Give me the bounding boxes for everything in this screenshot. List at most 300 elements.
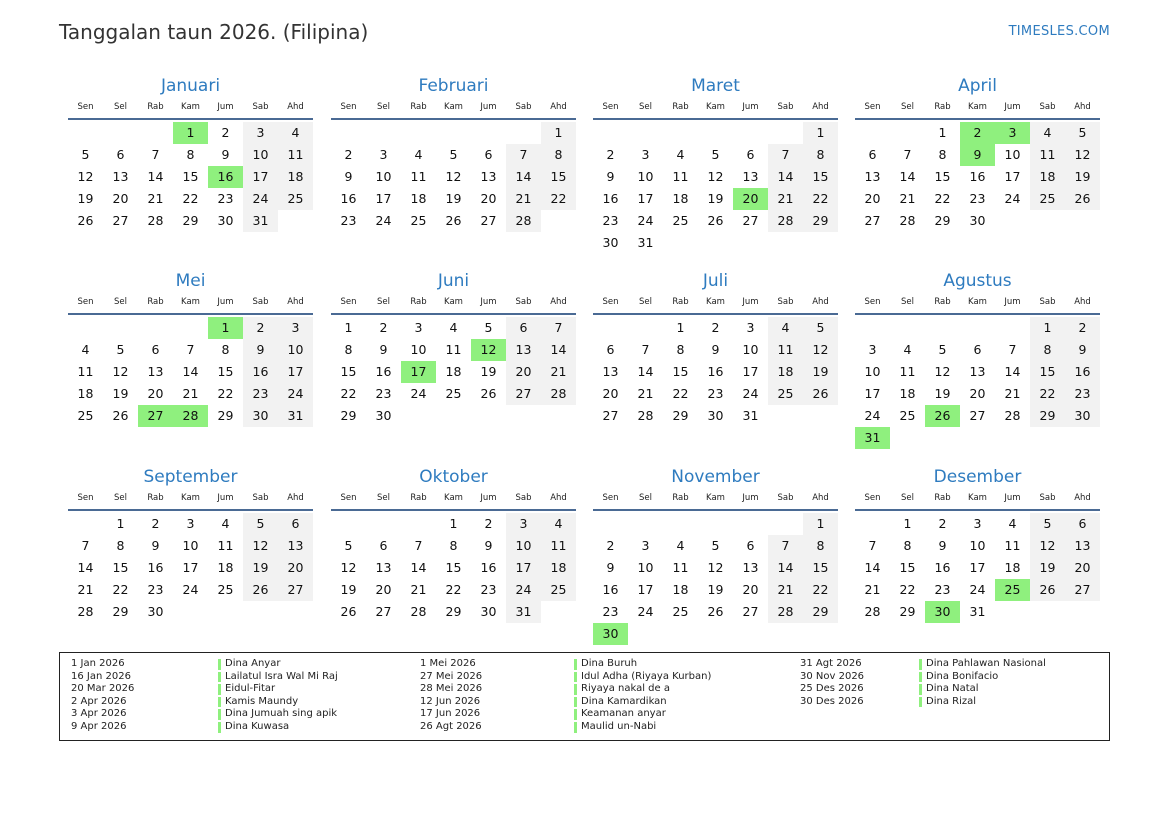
holiday-marker-icon <box>218 697 221 708</box>
day-cell: 1 <box>938 125 947 140</box>
legend-date: 30 Nov 2026 <box>800 670 865 682</box>
holiday-cell: 16 <box>208 166 243 188</box>
day-cell: 2 <box>151 516 160 531</box>
weekday-label: Ahd <box>1074 297 1091 307</box>
day-cell: 31 <box>506 601 541 623</box>
legend-holiday-name <box>218 708 337 721</box>
weekday-label: Sen <box>602 102 619 112</box>
holiday-marker-icon <box>218 684 221 695</box>
day-cell: 17 <box>864 386 881 401</box>
day-cell: 14 <box>899 169 916 184</box>
day-cell: 22 <box>182 191 199 206</box>
day-cell: 19 <box>1030 557 1065 579</box>
day-cell: 28 <box>77 604 94 619</box>
day-cell: 16 <box>147 560 164 575</box>
day-cell: 2 <box>1065 317 1100 339</box>
day-cell: 24 <box>243 188 278 210</box>
weekday-label: Sen <box>864 297 881 307</box>
holiday-cell: 26 <box>925 405 960 427</box>
day-cell: 11 <box>672 169 689 184</box>
day-cell: 24 <box>375 213 392 228</box>
day-cell: 23 <box>147 582 164 597</box>
month-november <box>593 466 838 645</box>
day-cell: 29 <box>217 408 234 423</box>
legend-holiday-label: Kamis Maundy <box>225 695 299 707</box>
legend-holiday-name <box>919 671 998 684</box>
day-cell: 17 <box>637 191 654 206</box>
day-cell: 23 <box>934 582 951 597</box>
day-cell: 12 <box>1030 535 1065 557</box>
day-cell: 28 <box>768 210 803 232</box>
day-cell: 11 <box>1004 538 1021 553</box>
day-cell: 19 <box>243 557 278 579</box>
holiday-marker-icon <box>218 722 221 733</box>
day-cell: 1 <box>903 516 912 531</box>
day-cell: 14 <box>637 364 654 379</box>
day-cell: 28 <box>541 383 576 405</box>
day-grid <box>855 513 1100 645</box>
weekday-label: Sel <box>901 297 914 307</box>
month-name: September <box>143 467 238 487</box>
day-cell: 12 <box>707 560 724 575</box>
day-cell: 1 <box>1030 317 1065 339</box>
day-cell: 5 <box>938 342 947 357</box>
weekday-label: Ahd <box>812 297 829 307</box>
month-name: Oktober <box>419 467 488 487</box>
weekday-label: Sab <box>1039 102 1056 112</box>
month-name: Mei <box>175 271 206 291</box>
day-cell: 18 <box>768 361 803 383</box>
day-cell: 1 <box>803 122 838 144</box>
day-cell: 2 <box>606 538 615 553</box>
weekday-label: Jum <box>480 102 497 112</box>
day-cell: 25 <box>541 579 576 601</box>
day-cell: 6 <box>151 342 160 357</box>
weekday-label: Sel <box>114 297 127 307</box>
weekday-header <box>593 491 838 511</box>
day-cell: 9 <box>379 342 388 357</box>
legend-date: 25 Des 2026 <box>800 683 864 695</box>
day-cell: 15 <box>1030 361 1065 383</box>
day-cell: 20 <box>969 386 986 401</box>
day-cell: 3 <box>641 538 650 553</box>
day-cell: 23 <box>243 383 278 405</box>
day-cell: 4 <box>278 122 313 144</box>
day-cell: 31 <box>243 210 278 232</box>
day-cell: 5 <box>484 320 493 335</box>
day-cell: 11 <box>77 364 94 379</box>
weekday-header <box>593 100 838 120</box>
day-cell: 12 <box>934 364 951 379</box>
weekday-label: Sen <box>864 493 881 503</box>
weekday-header <box>68 491 313 511</box>
day-grid <box>593 513 838 645</box>
month-name: November <box>671 467 760 487</box>
day-cell: 6 <box>973 342 982 357</box>
day-cell: 15 <box>672 364 689 379</box>
day-cell: 6 <box>1065 513 1100 535</box>
day-cell: 26 <box>445 213 462 228</box>
weekday-label: Sab <box>777 297 794 307</box>
day-cell: 13 <box>742 560 759 575</box>
holiday-marker-icon <box>218 659 221 670</box>
day-cell: 11 <box>541 535 576 557</box>
legend-date: 27 Mei 2026 <box>420 670 483 682</box>
day-cell: 9 <box>344 169 353 184</box>
weekday-label: Rab <box>672 297 689 307</box>
day-cell: 20 <box>112 191 129 206</box>
day-cell: 30 <box>243 405 278 427</box>
day-cell: 30 <box>1065 405 1100 427</box>
holiday-marker-icon <box>218 709 221 720</box>
legend-date: 2 Apr 2026 <box>71 695 127 707</box>
weekday-header <box>855 100 1100 120</box>
legend-holiday-name <box>218 721 289 734</box>
day-cell: 25 <box>899 408 916 423</box>
day-cell: 29 <box>445 604 462 619</box>
holiday-marker-icon <box>574 722 577 733</box>
day-cell: 20 <box>375 582 392 597</box>
weekday-label: Jum <box>480 493 497 503</box>
day-cell: 29 <box>803 601 838 623</box>
day-cell: 14 <box>864 560 881 575</box>
day-cell: 24 <box>506 579 541 601</box>
month-mei <box>68 270 313 449</box>
day-cell: 12 <box>445 169 462 184</box>
day-cell: 7 <box>81 538 90 553</box>
holiday-cell: 17 <box>401 361 436 383</box>
weekday-label: Rab <box>410 297 427 307</box>
day-cell: 18 <box>445 364 462 379</box>
day-cell: 31 <box>742 408 759 423</box>
legend-holiday-label: Dina Anyar <box>225 658 281 669</box>
day-cell: 16 <box>340 191 357 206</box>
day-cell: 10 <box>969 538 986 553</box>
day-cell: 4 <box>903 342 912 357</box>
legend-date: 16 Jan 2026 <box>71 670 131 682</box>
day-cell: 17 <box>637 582 654 597</box>
day-cell: 27 <box>864 213 881 228</box>
weekday-label: Ahd <box>1074 493 1091 503</box>
day-grid <box>68 513 313 645</box>
weekday-label: Sen <box>340 493 357 503</box>
day-cell: 6 <box>746 538 755 553</box>
day-cell: 13 <box>480 169 497 184</box>
day-cell: 2 <box>938 516 947 531</box>
weekday-label: Sen <box>77 493 94 503</box>
holiday-cell: 28 <box>173 405 208 427</box>
day-cell: 8 <box>344 342 353 357</box>
day-cell: 12 <box>707 169 724 184</box>
weekday-label: Sab <box>1039 493 1056 503</box>
weekday-label: Ahd <box>287 102 304 112</box>
day-cell: 14 <box>768 166 803 188</box>
day-cell: 16 <box>480 560 497 575</box>
day-cell: 5 <box>711 147 720 162</box>
day-cell: 16 <box>1065 361 1100 383</box>
day-cell: 23 <box>707 386 724 401</box>
weekday-header <box>593 295 838 315</box>
day-cell: 12 <box>77 169 94 184</box>
legend-holiday-label: Riyaya nakal de a <box>581 683 670 695</box>
weekday-label: Jum <box>217 493 234 503</box>
day-cell: 18 <box>217 560 234 575</box>
day-cell: 25 <box>77 408 94 423</box>
weekday-label: Kam <box>181 102 200 112</box>
day-cell: 27 <box>278 579 313 601</box>
weekday-label: Sab <box>1039 297 1056 307</box>
day-cell: 4 <box>676 147 685 162</box>
weekday-header <box>855 295 1100 315</box>
day-cell: 10 <box>864 364 881 379</box>
day-cell: 27 <box>742 213 759 228</box>
weekday-label: Rab <box>147 297 164 307</box>
day-cell: 3 <box>278 317 313 339</box>
day-cell: 30 <box>147 604 164 619</box>
day-cell: 16 <box>602 582 619 597</box>
day-cell: 15 <box>803 557 838 579</box>
day-cell: 2 <box>243 317 278 339</box>
day-cell: 20 <box>147 386 164 401</box>
day-cell: 13 <box>969 364 986 379</box>
holiday-cell: 1 <box>208 317 243 339</box>
weekday-label: Ahd <box>550 102 567 112</box>
day-cell: 18 <box>672 582 689 597</box>
day-cell: 21 <box>637 386 654 401</box>
day-cell: 29 <box>672 408 689 423</box>
day-cell: 5 <box>711 538 720 553</box>
day-cell: 21 <box>182 386 199 401</box>
legend-holiday-label: Keamanan anyar <box>581 708 666 720</box>
day-cell: 3 <box>186 516 195 531</box>
day-cell: 20 <box>278 557 313 579</box>
legend-holiday-label: Dina Kuwasa <box>225 721 290 732</box>
day-cell: 13 <box>278 535 313 557</box>
day-cell: 3 <box>868 342 877 357</box>
month-name: Maret <box>691 76 740 96</box>
month-desember <box>855 466 1100 645</box>
day-cell: 16 <box>243 361 278 383</box>
legend-date: 26 Agt 2026 <box>420 721 482 732</box>
day-cell: 26 <box>707 213 724 228</box>
day-cell: 9 <box>484 538 493 553</box>
weekday-header <box>855 491 1100 511</box>
weekday-label: Rab <box>147 493 164 503</box>
day-cell: 10 <box>278 339 313 361</box>
day-cell: 21 <box>864 582 881 597</box>
holiday-cell: 31 <box>855 427 890 449</box>
weekday-label: Kam <box>968 102 987 112</box>
legend-holiday-label: Idul Adha (Riyaya Kurban) <box>581 670 712 682</box>
legend-holiday-label: Dina Jumuah sing apik <box>225 708 338 720</box>
day-cell: 8 <box>186 147 195 162</box>
day-cell: 26 <box>480 386 497 401</box>
day-cell: 21 <box>768 579 803 601</box>
day-cell: 14 <box>1004 364 1021 379</box>
day-cell: 8 <box>676 342 685 357</box>
month-juni <box>331 270 576 449</box>
day-cell: 3 <box>746 320 755 335</box>
day-cell: 28 <box>410 604 427 619</box>
day-cell: 20 <box>506 361 541 383</box>
holiday-marker-icon <box>218 672 221 683</box>
day-cell: 15 <box>182 169 199 184</box>
weekday-label: Sel <box>901 493 914 503</box>
day-cell: 26 <box>243 579 278 601</box>
day-cell: 27 <box>480 213 497 228</box>
day-cell: 29 <box>182 213 199 228</box>
weekday-label: Kam <box>706 102 725 112</box>
day-cell: 25 <box>768 383 803 405</box>
day-cell: 16 <box>969 169 986 184</box>
legend-holiday-name <box>574 696 667 709</box>
day-cell: 5 <box>1065 122 1100 144</box>
day-cell: 4 <box>541 513 576 535</box>
day-cell: 29 <box>899 604 916 619</box>
day-cell: 18 <box>1030 166 1065 188</box>
day-grid <box>331 513 576 645</box>
day-cell: 7 <box>414 538 423 553</box>
day-cell: 4 <box>676 538 685 553</box>
day-cell: 23 <box>217 191 234 206</box>
day-cell: 22 <box>112 582 129 597</box>
day-cell: 2 <box>606 147 615 162</box>
day-cell: 23 <box>1065 383 1100 405</box>
day-grid <box>593 317 838 449</box>
weekday-label: Kam <box>181 493 200 503</box>
day-cell: 21 <box>410 582 427 597</box>
day-cell: 8 <box>541 144 576 166</box>
weekday-label: Kam <box>968 297 987 307</box>
day-cell: 5 <box>803 317 838 339</box>
weekday-header <box>331 100 576 120</box>
weekday-label: Kam <box>968 493 987 503</box>
day-cell: 17 <box>375 191 392 206</box>
day-cell: 9 <box>221 147 230 162</box>
day-cell: 22 <box>1030 383 1065 405</box>
weekday-label: Ahd <box>287 493 304 503</box>
day-cell: 9 <box>711 342 720 357</box>
day-cell: 9 <box>1065 339 1100 361</box>
legend-date: 30 Des 2026 <box>800 695 864 707</box>
day-cell: 17 <box>243 166 278 188</box>
weekday-label: Kam <box>706 297 725 307</box>
holiday-marker-icon <box>574 659 577 670</box>
legend-holiday-label: Dina Kamardikan <box>581 695 667 707</box>
day-cell: 2 <box>344 147 353 162</box>
day-cell: 21 <box>899 191 916 206</box>
day-cell: 26 <box>707 604 724 619</box>
legend-holiday-name <box>218 683 275 696</box>
day-cell: 25 <box>217 582 234 597</box>
weekday-header <box>331 491 576 511</box>
day-cell: 24 <box>742 386 759 401</box>
day-cell: 19 <box>803 361 838 383</box>
holiday-cell: 20 <box>733 188 768 210</box>
weekday-label: Sab <box>515 297 532 307</box>
day-cell: 13 <box>112 169 129 184</box>
day-cell: 30 <box>969 213 986 228</box>
weekday-label: Ahd <box>812 493 829 503</box>
day-cell: 20 <box>1065 557 1100 579</box>
day-cell: 15 <box>112 560 129 575</box>
day-cell: 19 <box>934 386 951 401</box>
weekday-label: Rab <box>410 102 427 112</box>
day-cell: 16 <box>934 560 951 575</box>
day-cell: 19 <box>707 582 724 597</box>
weekday-label: Sel <box>114 493 127 503</box>
day-cell: 1 <box>676 320 685 335</box>
day-cell: 28 <box>506 210 541 232</box>
weekday-label: Kam <box>706 493 725 503</box>
day-cell: 14 <box>410 560 427 575</box>
day-cell: 15 <box>899 560 916 575</box>
day-cell: 28 <box>768 601 803 623</box>
day-cell: 5 <box>344 538 353 553</box>
day-cell: 13 <box>1065 535 1100 557</box>
day-cell: 17 <box>969 560 986 575</box>
day-cell: 22 <box>672 386 689 401</box>
day-cell: 22 <box>217 386 234 401</box>
weekday-label: Jum <box>217 102 234 112</box>
day-cell: 22 <box>340 386 357 401</box>
day-cell: 24 <box>637 604 654 619</box>
day-cell: 13 <box>506 339 541 361</box>
day-cell: 10 <box>637 169 654 184</box>
day-cell: 26 <box>112 408 129 423</box>
day-cell: 26 <box>1065 188 1100 210</box>
day-cell: 14 <box>768 557 803 579</box>
day-cell: 17 <box>742 364 759 379</box>
day-cell: 25 <box>672 213 689 228</box>
weekday-label: Jum <box>742 297 759 307</box>
day-cell: 22 <box>934 191 951 206</box>
day-cell: 29 <box>803 210 838 232</box>
day-cell: 7 <box>768 144 803 166</box>
legend-date: 17 Jun 2026 <box>420 708 481 720</box>
day-cell: 19 <box>480 364 497 379</box>
day-cell: 10 <box>742 342 759 357</box>
day-cell: 1 <box>541 122 576 144</box>
brand-link[interactable]: TIMESLES.COM <box>1008 24 1110 39</box>
day-grid <box>593 122 838 254</box>
day-grid <box>855 317 1100 449</box>
day-cell: 23 <box>480 582 497 597</box>
day-cell: 8 <box>803 144 838 166</box>
day-cell: 2 <box>221 125 230 140</box>
day-cell: 8 <box>903 538 912 553</box>
legend-date: 1 Jan 2026 <box>71 658 125 669</box>
day-cell: 28 <box>864 604 881 619</box>
day-cell: 8 <box>803 535 838 557</box>
day-cell: 26 <box>803 383 838 405</box>
day-cell: 31 <box>969 604 986 619</box>
month-name: Januari <box>160 76 221 96</box>
day-grid <box>68 122 313 254</box>
legend-holiday-label: Dina Pahlawan Nasional <box>926 658 1046 669</box>
day-cell: 13 <box>375 560 392 575</box>
day-cell: 30 <box>602 235 619 250</box>
day-cell: 6 <box>278 513 313 535</box>
day-cell: 15 <box>445 560 462 575</box>
day-cell: 24 <box>864 408 881 423</box>
day-cell: 21 <box>506 188 541 210</box>
month-juli <box>593 270 838 449</box>
month-februari <box>331 75 576 254</box>
legend-holiday-name <box>574 683 670 696</box>
day-cell: 20 <box>602 386 619 401</box>
day-cell: 24 <box>410 386 427 401</box>
